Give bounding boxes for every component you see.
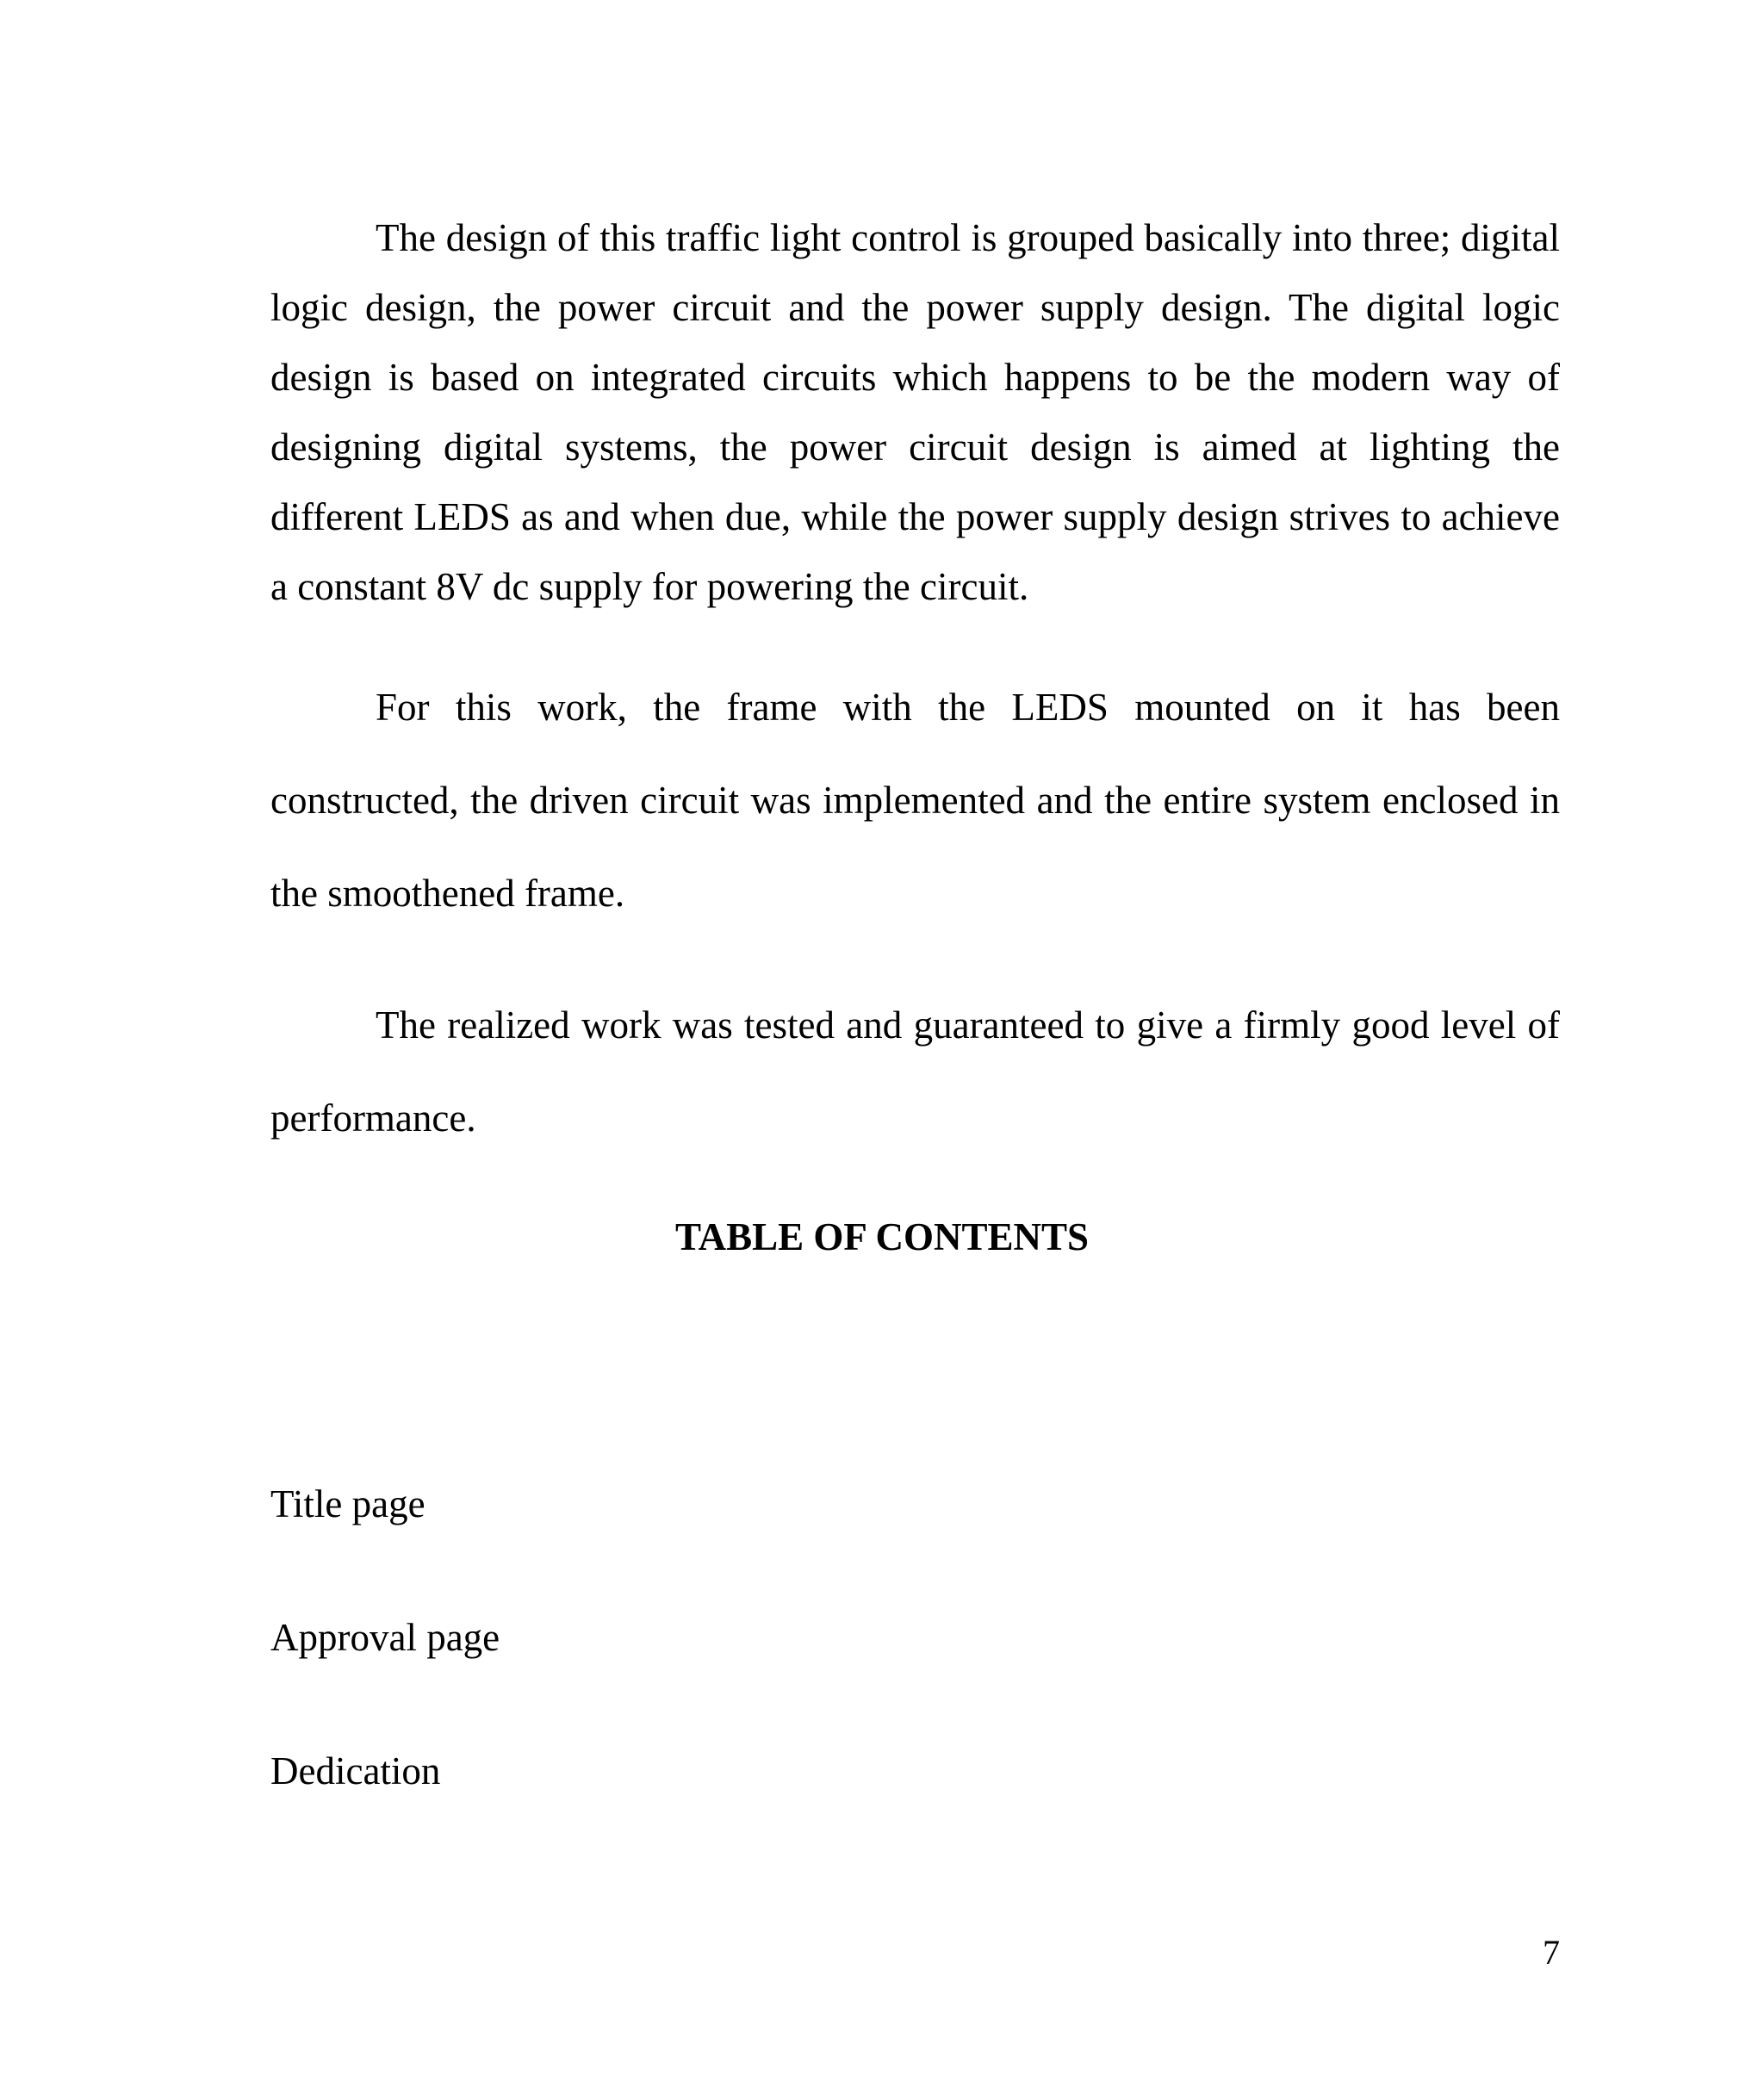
abstract-paragraph-testing: The realized work was tested and guaranteed to give a firmly good level of performance. [270, 1003, 1560, 1140]
toc-item-dedication: Dedication [270, 1749, 441, 1792]
abstract-paragraph-design: The design of this traffic light control is grouped basically into three; digital logic design, the power circuit and the power supply design. The digital logic design is based on integrated circuits which happens to be the modern way of designing digital systems, the power circuit design is aimed at lighting the different LEDS as and when due, while the power supply design strives to achieve a constant 8V dc supply for powering the circuit. [270, 216, 1560, 608]
toc-heading: TABLE OF CONTENTS [674, 1215, 1090, 1258]
abstract-paragraph-construction: For this work, the frame with the LEDS mounted on it has been constructed, the driven circuit was implemented and the entire system enclosed in the smoothened frame. [270, 686, 1560, 915]
page-number: 7 [1543, 1933, 1560, 1972]
toc-item-approval-page: Approval page [270, 1616, 500, 1659]
toc-item-title-page: Title page [270, 1482, 425, 1525]
